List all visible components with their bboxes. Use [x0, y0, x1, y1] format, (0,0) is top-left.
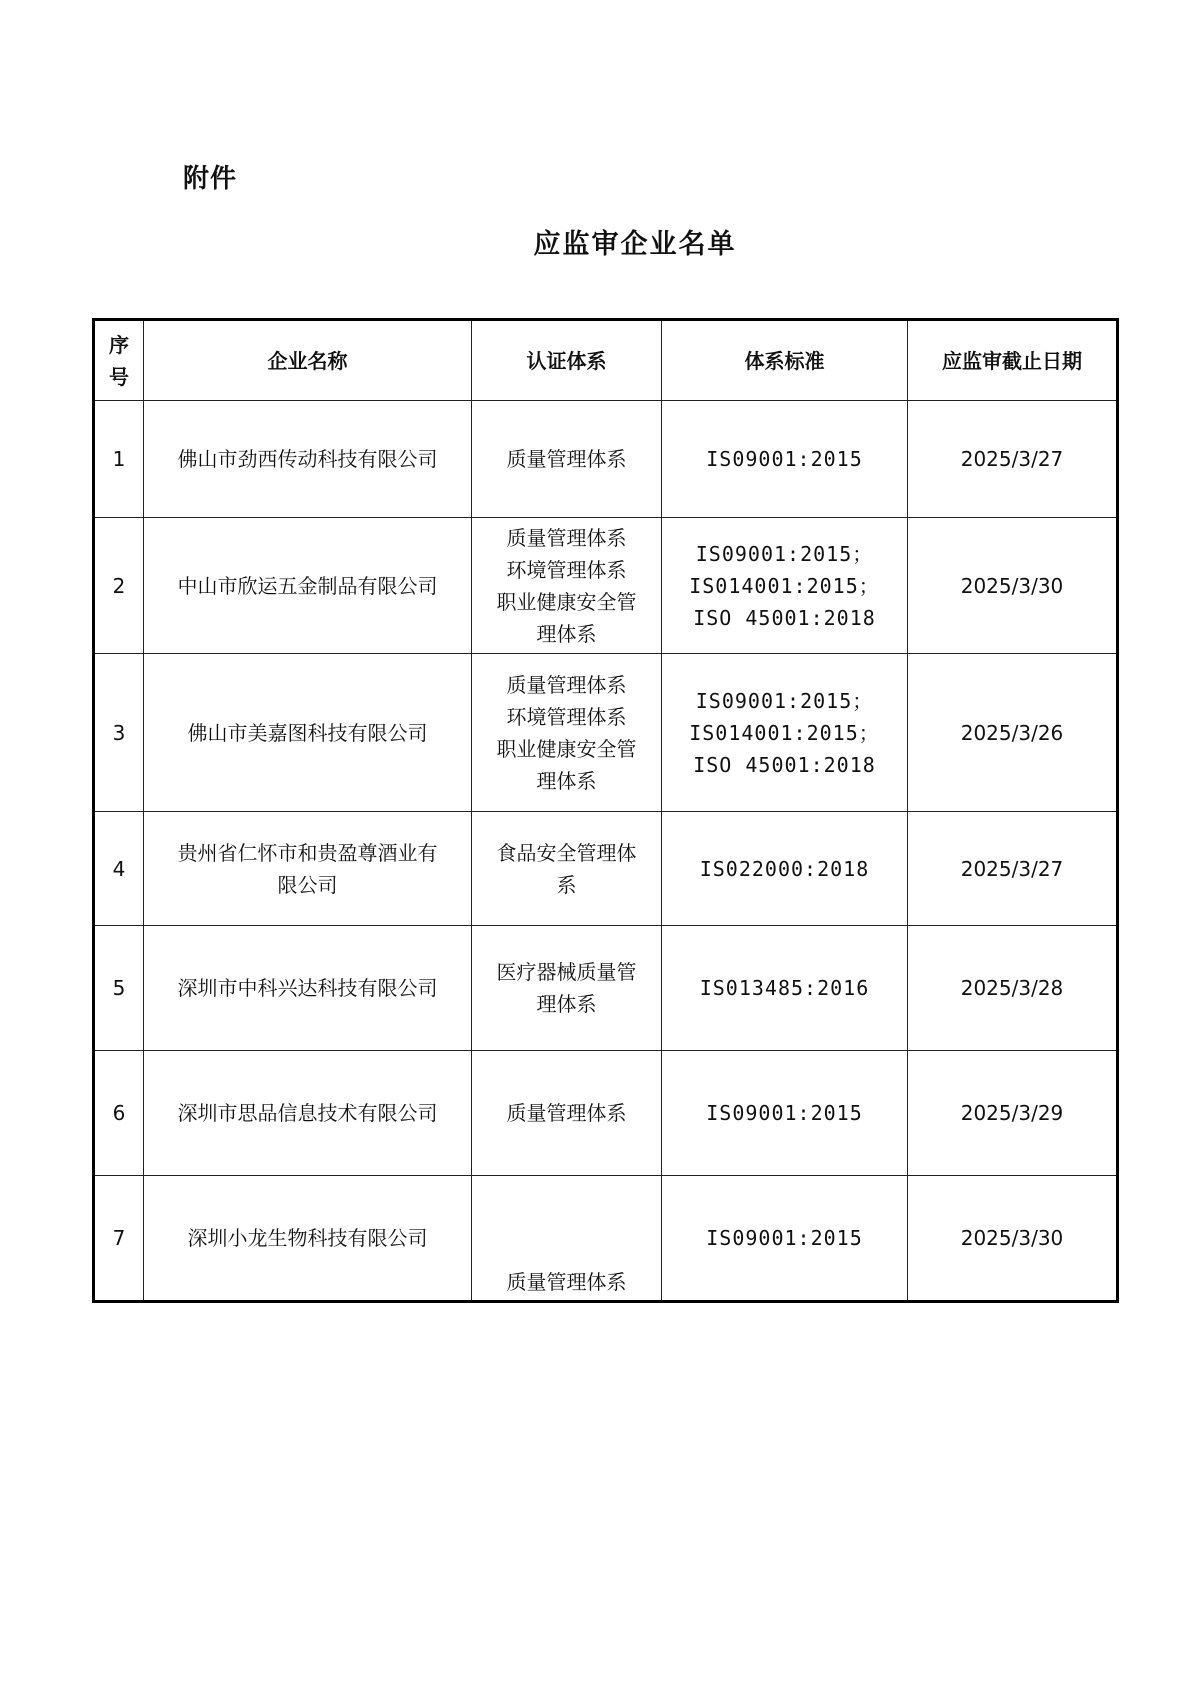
row-system: 质量管理体系 环境管理体系 职业健康安全管 理体系 — [472, 518, 662, 654]
table-row — [94, 812, 1118, 926]
row-standard: IS09001:2015 — [662, 401, 908, 518]
table-row — [94, 518, 1118, 654]
row-deadline: 2025/3/30 — [908, 518, 1118, 654]
row-deadline: 2025/3/29 — [908, 1051, 1118, 1176]
row-deadline: 2025/3/30 — [908, 1176, 1118, 1302]
row-company: 深圳小龙生物科技有限公司 — [144, 1176, 472, 1302]
row-system: 医疗器械质量管 理体系 — [472, 926, 662, 1051]
attachment-label: 附件 — [183, 164, 238, 194]
header-deadline: 应监审截止日期 — [908, 320, 1118, 401]
row-standard: IS09001:2015 — [662, 1176, 908, 1302]
page-title: 应监审企业名单 — [533, 229, 737, 260]
row-company: 佛山市美嘉图科技有限公司 — [144, 654, 472, 812]
row-system: 食品安全管理体 系 — [472, 812, 662, 926]
row-system: 质量管理体系 — [472, 1051, 662, 1176]
header-system: 认证体系 — [472, 320, 662, 401]
table-row — [94, 1051, 1118, 1176]
row-standard: IS022000:2018 — [662, 812, 908, 926]
row-company: 深圳市中科兴达科技有限公司 — [144, 926, 472, 1051]
header-seq: 序 号 — [94, 320, 144, 401]
row-standard: IS09001:2015 — [662, 1051, 908, 1176]
row-company: 贵州省仁怀市和贵盈尊酒业有 限公司 — [144, 812, 472, 926]
row-seq: 7 — [94, 1176, 144, 1302]
table-row — [94, 401, 1118, 518]
row-deadline: 2025/3/27 — [908, 401, 1118, 518]
row-company: 深圳市思品信息技术有限公司 — [144, 1051, 472, 1176]
table-row — [94, 926, 1118, 1051]
header-company: 企业名称 — [144, 320, 472, 401]
row-standard: IS09001:2015； IS014001:2015； ISO 45001:2018 — [662, 518, 908, 654]
row-deadline: 2025/3/26 — [908, 654, 1118, 812]
table-row — [94, 1176, 1118, 1302]
row-seq: 1 — [94, 401, 144, 518]
table-row — [94, 654, 1118, 812]
row-seq: 2 — [94, 518, 144, 654]
row-system: 质量管理体系 环境管理体系 职业健康安全管 理体系 — [472, 654, 662, 812]
row-system: 质量管理体系 — [472, 1176, 662, 1302]
row-company: 佛山市劲西传动科技有限公司 — [144, 401, 472, 518]
table-header-row — [94, 320, 1118, 401]
row-deadline: 2025/3/28 — [908, 926, 1118, 1051]
row-seq: 3 — [94, 654, 144, 812]
row-standard: IS013485:2016 — [662, 926, 908, 1051]
row-seq: 4 — [94, 812, 144, 926]
row-seq: 6 — [94, 1051, 144, 1176]
row-company: 中山市欣运五金制品有限公司 — [144, 518, 472, 654]
header-standard: 体系标准 — [662, 320, 908, 401]
enterprise-table — [92, 318, 1119, 1303]
row-standard: IS09001:2015； IS014001:2015； ISO 45001:2018 — [662, 654, 908, 812]
row-system: 质量管理体系 — [472, 401, 662, 518]
row-seq: 5 — [94, 926, 144, 1051]
row-deadline: 2025/3/27 — [908, 812, 1118, 926]
